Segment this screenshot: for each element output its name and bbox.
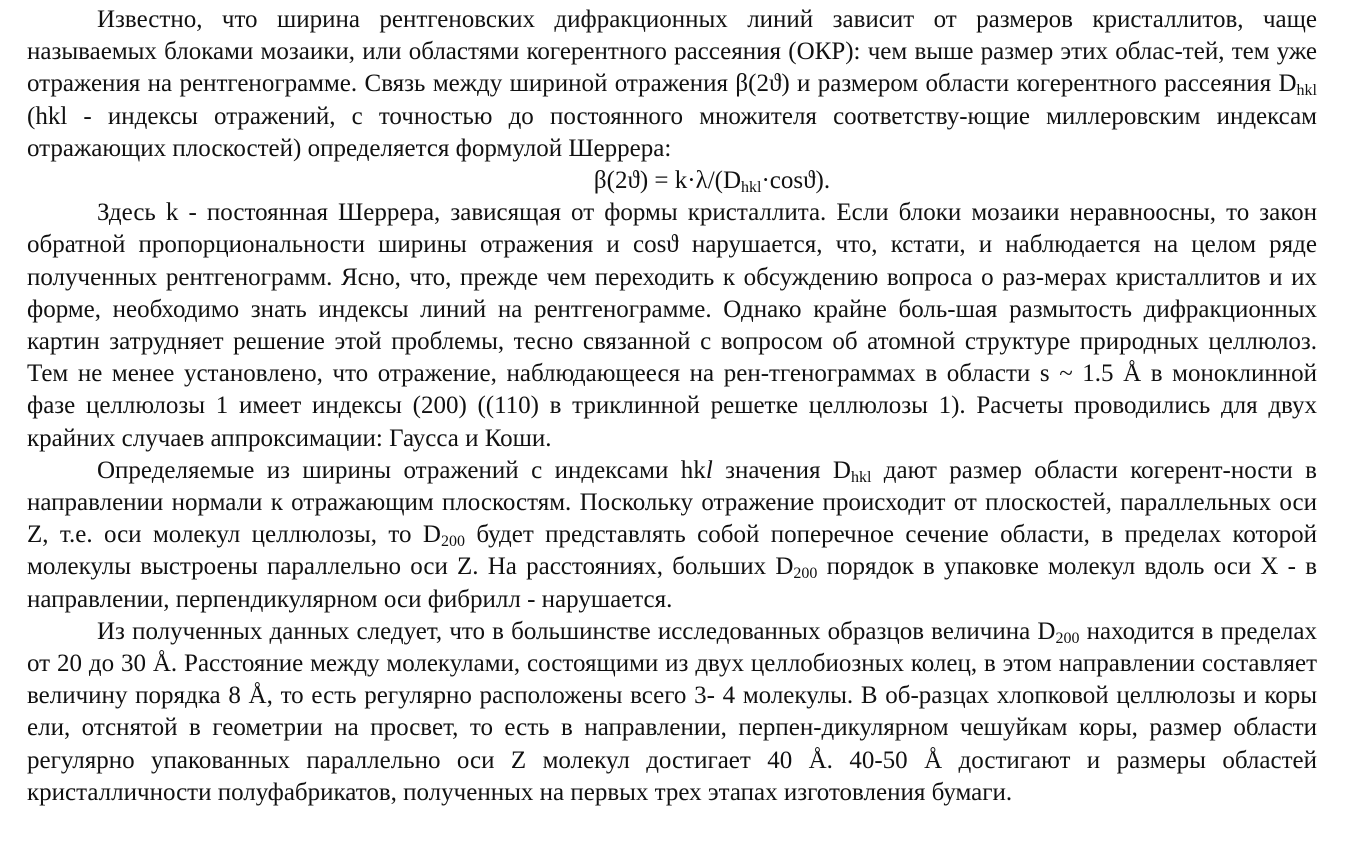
paragraph-3-italic-l: l <box>705 456 713 484</box>
formula-left: β(2ϑ) = k·λ/(D <box>593 167 742 195</box>
paragraph-4-sub-200 <box>1055 630 1079 647</box>
paragraph-3-c: дают размер области когерент-ности в направлении нормали к отражающим плоскостям. Поскольку отражение происходит от плоскостей, параллельных оси Z, т.е. оси молекул целлюлозы, то D <box>27 456 1317 549</box>
symbol-d: D <box>1278 70 1297 98</box>
paragraph-3-sub-200-a-text: 200 <box>440 533 465 551</box>
paragraph-4 <box>27 616 1317 809</box>
paragraph-3-sub-200-a <box>441 533 465 550</box>
paragraph-3-sub-200-b <box>793 565 817 582</box>
paragraph-1-tail: - индексы отражений, с точностью до постоянного множителя соответству-ющие миллеровским индексам отражающих плоскостей) определяется формулой Шеррера: <box>27 102 1317 162</box>
paragraph-4-a: Из полученных данных следует, что в большинстве исследованных образцов величина D <box>97 617 1056 645</box>
paragraph-1: Известно, что ширина рентгеновских дифракционных линий зависит от размеров кристаллитов, чаще называемых блоками мозаики, или областями когерентного рассеяния (ОКР): чем выше размер этих облас-тей, тем уже отражения на рентгенограмме. Связь между шириной отражения β(2ϑ) и размером области когерентного рассеяния $D_{hkl}$ (hkl - индексы отражений, с точностью до постоянного множителя соответству-ющие миллеровским индексам отражающих плоскостей) определяется формулой Шеррера: <box>27 6 1317 162</box>
paragraph-3-a: Определяемые из ширины отражений с индексами hk <box>97 456 706 484</box>
paragraph-3-e: порядок в упаковке молекул вдоль оси X - в направлении, перпендикулярном оси фибрилл - нарушается. <box>27 553 1317 613</box>
paragraph-3-b: значения D <box>712 456 851 484</box>
document-page <box>27 4 1317 809</box>
paragraph-2: Здесь k - постоянная Шеррера, зависящая от формы кристаллита. Если блоки мозаики неравноосны, то закон обратной пропорциональности ширины отражения и cosϑ нарушается, что, кстати, и наблюдается на целом ряде полученных рентгенограмм. Ясно, что, прежде чем переходить к обсуждению вопроса о раз-мерах кристаллитов и их форме, необходимо знать индексы линий на рентгенограмме. Однако крайне боль-шая размытость дифракционных картин затрудняет решение этой проблемы, тесно связанной с вопросом об атомной структуре природных целлюлоз. Тем не менее установлено, что отражение, наблюдающееся на рен-тгенограммах в области s ~ 1.5 Å в моноклинной фазе целлюлозы 1 имеет индексы (200) ((110) в триклинной решетке целлюлозы 1). Расчеты проводились для двух крайних случаев аппроксимации: Гаусса и Коши. <box>27 199 1317 452</box>
paragraph-3 <box>27 455 1317 616</box>
paragraph-3-sub-hkl <box>851 469 871 486</box>
paragraph-1-text: Известно, что ширина рентгеновских дифракционных линий зависит от размеров кристаллитов, чаще называемых блоками мозаики, или областями когерентного рассеяния (ОКР): чем выше размер этих облас-тей, тем уже отражения на рентгенограмме. Связь между шириной отражения β(2ϑ) и размером области когерентного рассеяния <box>27 6 1317 98</box>
subscript-hkl <box>1297 82 1317 99</box>
paragraph-3-d: будет представлять собой поперечное сечение области, в пределах которой молекулы выстроены параллельно оси Z. На расстояниях, больших D <box>27 521 1317 581</box>
formula-subscript-text: hkl <box>741 179 762 197</box>
subscript-hkl-text: hkl <box>1296 82 1317 100</box>
paragraph-3-sub-200-b-text: 200 <box>793 565 818 583</box>
scherrer-formula <box>27 165 1317 197</box>
paragraph-4-sub-200-text: 200 <box>1055 629 1080 647</box>
formula-right: ·cosϑ). <box>761 167 831 195</box>
hkl-inline: hkl <box>35 102 68 130</box>
formula-subscript <box>741 179 761 196</box>
paragraph-4-b: находится в пределах от 20 до 30 Å. Расстояние между молекулами, состоящими из двух целлобиозных колец, в этом направлении составляет величину порядка 8 Å, то есть регулярно расположены всего 3- 4 молекулы. В об-разцах хлопковой целлюлозы и коры ели, отснятой в геометрии на просвет, то есть в направлении, перпен-дикулярном чешуйкам коры, размер области регулярно упакованных параллельно оси Z молекул достигает 40 Å. 40-50 Å достигают и размеры областей кристалличности полуфабрикатов, полученных на первых трех этапах изготовления бумаги. <box>27 617 1317 806</box>
paragraph-3-sub-hkl-text: hkl <box>850 468 872 486</box>
